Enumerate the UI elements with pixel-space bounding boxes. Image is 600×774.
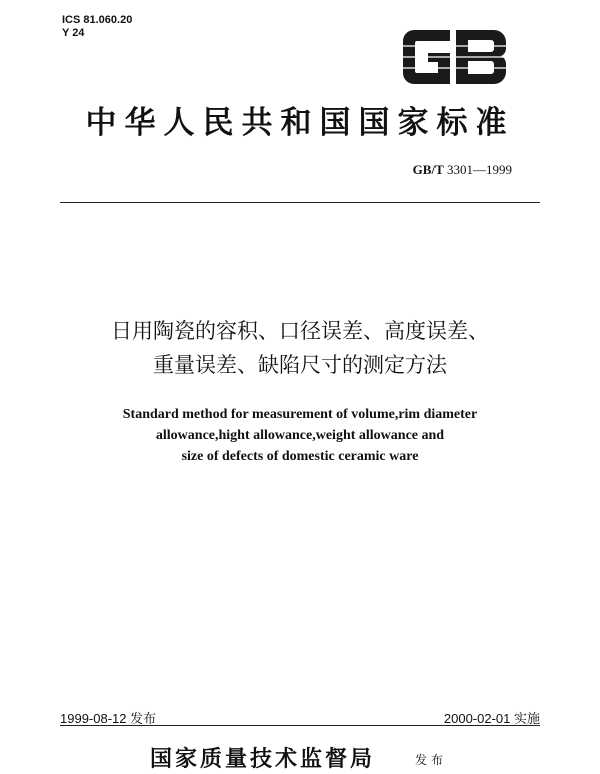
implementation-date: 2000-02-01 实施 <box>443 711 540 726</box>
issue-date: 1999-08-12 发布 <box>60 711 157 726</box>
gb-logo <box>400 26 510 88</box>
top-divider <box>60 202 540 203</box>
bottom-divider <box>60 725 540 726</box>
ics-code: ICS 81.060.20 <box>62 14 133 26</box>
issuing-label: 发布 <box>415 753 448 767</box>
chinese-title-line-1: 日用陶瓷的容积、口径误差、高度误差、 <box>111 319 489 343</box>
national-standard-title: 中华人民共和国国家标准 <box>85 105 515 141</box>
english-title-line-2: allowance,hight allowance,weight allowance and <box>155 428 445 443</box>
issuing-authority: 国家质量技术监督局 <box>150 746 376 772</box>
standard-number-prefix: GB/T <box>412 162 444 177</box>
english-title-line-3: size of defects of domestic ceramic ware <box>181 449 419 464</box>
english-title-line-1: Standard method for measurement of volume,rim diameter <box>122 407 478 422</box>
standard-number <box>413 162 512 178</box>
standard-number-value: 3301—1999 <box>447 162 512 177</box>
classification-codes <box>62 14 132 40</box>
category-code: Y 24 <box>62 27 85 39</box>
english-title <box>0 404 600 467</box>
chinese-title <box>0 314 600 382</box>
chinese-title-line-2: 重量误差、缺陷尺寸的测定方法 <box>153 353 447 377</box>
